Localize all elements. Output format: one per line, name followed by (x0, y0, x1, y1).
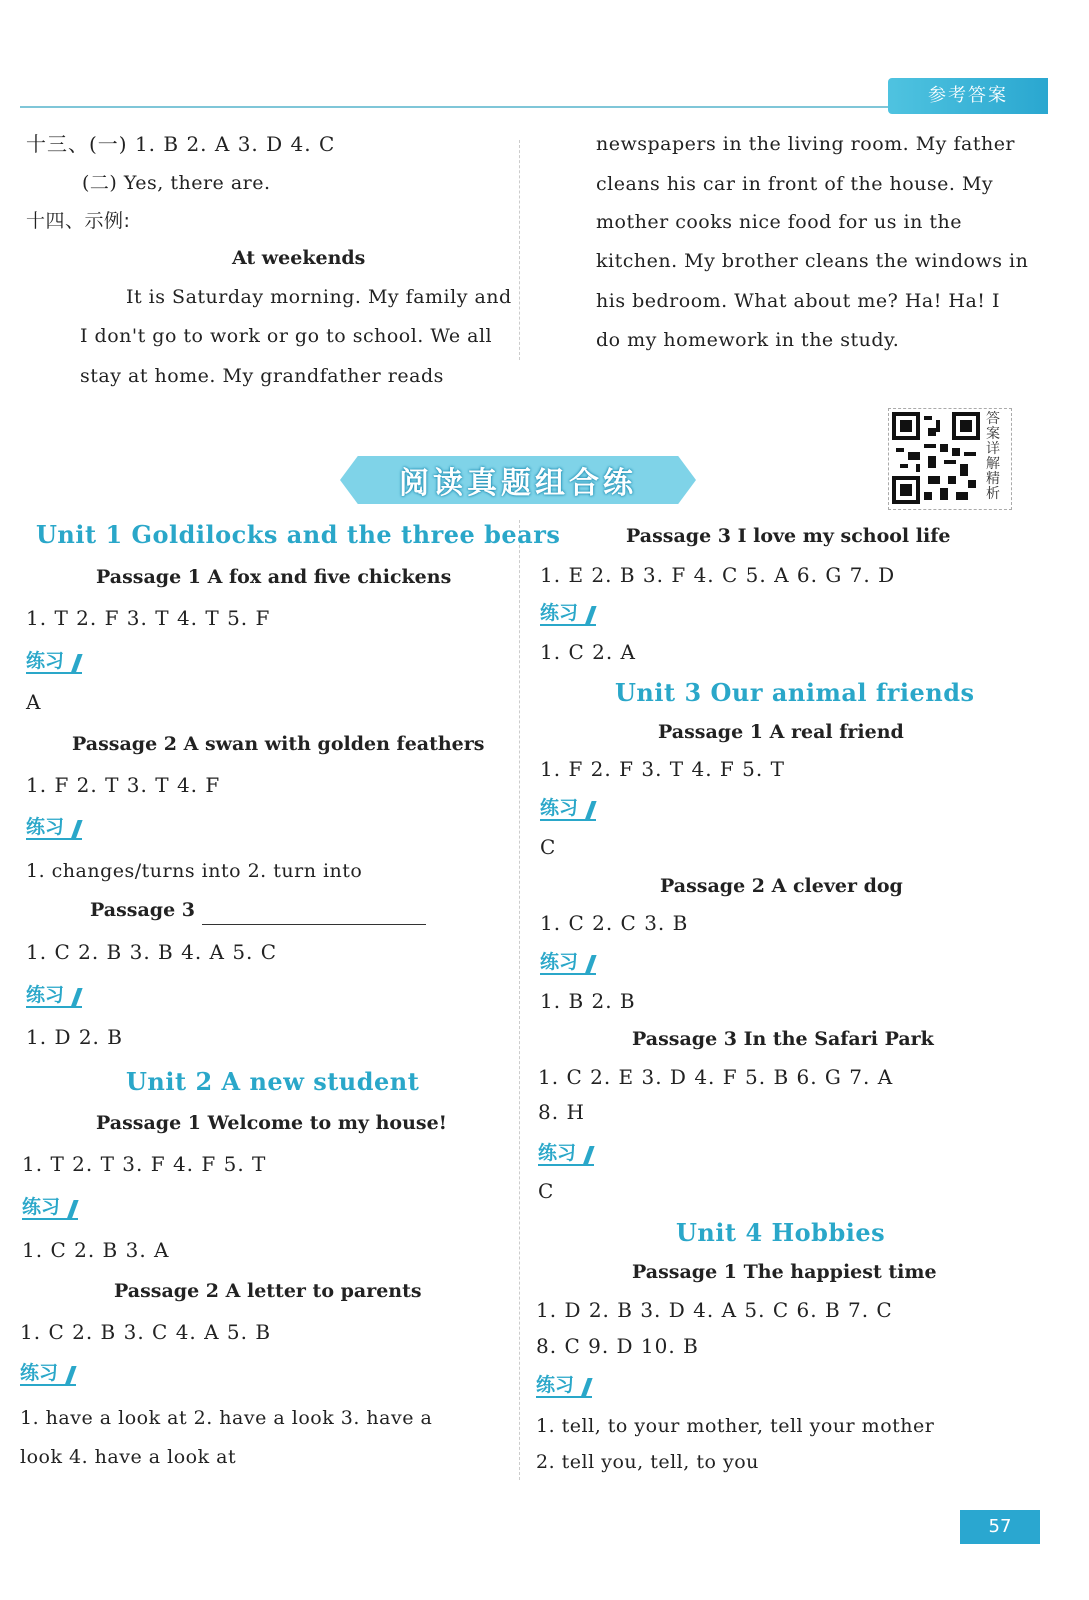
unit2-title: Unit 2 A new student (126, 1067, 420, 1096)
practice-label (540, 793, 614, 823)
u3p2-practice: 1. B 2. B (540, 989, 636, 1013)
essay-right-line-6: do my homework in the study. (596, 329, 900, 351)
u3p3-practice: C (538, 1179, 555, 1203)
practice-label (540, 947, 614, 977)
essay-right-line-4: kitchen. My brother cleans the windows in (596, 250, 1029, 272)
practice-underline (26, 838, 82, 840)
practice-underline (540, 624, 596, 626)
practice-underline (26, 672, 82, 674)
page-number: 57 (960, 1510, 1040, 1544)
practice-underline (26, 1006, 82, 1008)
practice-label (22, 1192, 96, 1222)
u4p1-title: Passage 1 The happiest time (632, 1261, 937, 1283)
practice-text: 练习 (26, 984, 65, 1006)
practice-text: 练习 (540, 602, 579, 624)
unit3-title: Unit 3 Our animal friends (615, 678, 975, 707)
practice-text: 练习 (538, 1142, 577, 1164)
practice-underline (538, 1164, 594, 1166)
u2p1-practice: 1. C 2. B 3. A (22, 1238, 170, 1262)
essay-right-line-3: mother cooks nice food for us in the (596, 211, 962, 233)
u1p2-title: Passage 2 A swan with golden feathers (72, 733, 485, 755)
banner-title: 阅读真题组合练 (399, 466, 637, 501)
u1p2-answers: 1. F 2. T 3. T 4. F (26, 773, 221, 797)
u2p2-practice-line2: look 4. have a look at (20, 1446, 237, 1468)
practice-label (26, 812, 100, 842)
u1p3-answers-left: 1. C 2. B 3. B 4. A 5. C (26, 940, 278, 964)
practice-text: 练习 (540, 951, 579, 973)
u1p1-answers: 1. T 2. F 3. T 4. T 5. F (26, 606, 271, 630)
practice-swoosh-icon (64, 1366, 92, 1386)
column-divider-lower (519, 520, 520, 1480)
practice-text: 练习 (20, 1362, 59, 1384)
practice-swoosh-icon (584, 801, 612, 821)
u3p1-practice: C (540, 835, 557, 859)
practice-swoosh-icon (70, 654, 98, 674)
practice-label (26, 980, 100, 1010)
practice-underline (536, 1396, 592, 1398)
u2p2-practice-line1: 1. have a look at 2. have a look 3. have a (20, 1407, 433, 1429)
essay-left-line-2: I don't go to work or go to school. We all (80, 325, 493, 347)
u1p3-practice-right: 1. C 2. A (540, 640, 636, 664)
practice-underline (540, 973, 596, 975)
essay-right-line-2: cleans his car in front of the house. My (596, 173, 994, 195)
u3p3-title: Passage 3 In the Safari Park (632, 1028, 934, 1050)
essay-left-line-1: It is Saturday morning. My family and (126, 286, 512, 308)
unit4-title: Unit 4 Hobbies (676, 1218, 886, 1247)
u4p1-answers-line2: 8. C 9. D 10. B (536, 1334, 699, 1358)
practice-label (538, 1138, 612, 1168)
practice-text: 练习 (26, 650, 65, 672)
practice-swoosh-icon (582, 1146, 610, 1166)
u1p3-practice-left: 1. D 2. B (26, 1025, 123, 1049)
essay-left-line-3: stay at home. My grandfather reads (80, 365, 444, 387)
practice-swoosh-icon (70, 988, 98, 1008)
u4p1-answers-line1: 1. D 2. B 3. D 4. A 5. C 6. B 7. C (536, 1298, 893, 1322)
essay-right-line-5: his bedroom. What about me? Ha! Ha! I (596, 290, 1000, 312)
u2p2-answers: 1. C 2. B 3. C 4. A 5. B (20, 1320, 272, 1344)
u1p3-title-right: Passage 3 I love my school life (626, 525, 951, 547)
u2p1-answers: 1. T 2. T 3. F 4. F 5. T (22, 1152, 267, 1176)
practice-underline (540, 819, 596, 821)
practice-label (20, 1358, 94, 1388)
section-banner (340, 456, 696, 504)
u3p2-answers: 1. C 2. C 3. B (540, 911, 689, 935)
u1p3-answers-right: 1. E 2. B 3. F 4. C 5. A 6. G 7. D (540, 563, 896, 587)
answer-blank-line (202, 924, 426, 925)
practice-text: 练习 (536, 1374, 575, 1396)
u2p1-title: Passage 1 Welcome to my house! (96, 1112, 448, 1134)
practice-label (536, 1370, 610, 1400)
practice-swoosh-icon (580, 1378, 608, 1398)
practice-text: 练习 (22, 1196, 61, 1218)
practice-text: 练习 (26, 816, 65, 838)
practice-text: 练习 (540, 797, 579, 819)
practice-underline (22, 1218, 78, 1220)
u1p3-title-left: Passage 3 (90, 899, 196, 921)
qr-code-icon[interactable] (892, 412, 980, 504)
practice-swoosh-icon (66, 1200, 94, 1220)
q13-line1: 十三、(一) 1. B 2. A 3. D 4. C (26, 132, 336, 156)
q13-line2: (二) Yes, there are. (82, 172, 271, 194)
u3p1-answers: 1. F 2. F 3. T 4. F 5. T (540, 757, 785, 781)
u3p3-answers-line2: 8. H (538, 1100, 585, 1124)
header-rule (20, 106, 930, 108)
practice-underline (20, 1384, 76, 1386)
practice-swoosh-icon (584, 955, 612, 975)
column-divider (519, 140, 520, 360)
header-tab: 参考答案 (888, 78, 1048, 114)
practice-label (540, 598, 614, 628)
practice-label (26, 646, 100, 676)
u2p2-title: Passage 2 A letter to parents (114, 1280, 422, 1302)
u1p1-title: Passage 1 A fox and five chickens (96, 566, 452, 588)
essay-right-line-1: newspapers in the living room. My father (596, 133, 1016, 155)
u1p1-practice: A (26, 690, 42, 714)
qr-caption: 答案详解精析 (986, 411, 1000, 502)
u3p3-answers-line1: 1. C 2. E 3. D 4. F 5. B 6. G 7. A (538, 1065, 894, 1089)
u3p2-title: Passage 2 A clever dog (660, 875, 903, 897)
essay-title: At weekends (232, 247, 366, 269)
u1p2-practice: 1. changes/turns into 2. turn into (26, 860, 363, 882)
unit1-title: Unit 1 Goldilocks and the three bears (36, 520, 561, 549)
practice-swoosh-icon (70, 820, 98, 840)
practice-swoosh-icon (584, 606, 612, 626)
u4p1-practice-line1: 1. tell, to your mother, tell your mother (536, 1415, 935, 1437)
u4p1-practice-line2: 2. tell you, tell, to you (536, 1451, 759, 1473)
q14-label: 十四、示例: (26, 210, 131, 232)
u3p1-title: Passage 1 A real friend (658, 721, 904, 743)
